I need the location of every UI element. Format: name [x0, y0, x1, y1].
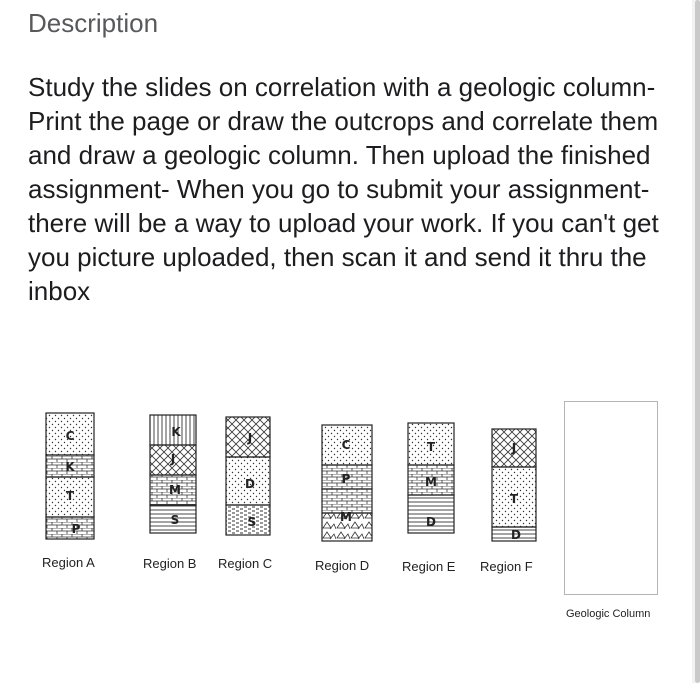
region-d-layer-3: M [340, 510, 352, 524]
region-c-layer-1: J [247, 431, 253, 445]
region-a-layer-3: T [65, 489, 75, 503]
region-f-layer-3: D [511, 528, 521, 542]
region-e-layer-2: M [425, 475, 437, 489]
region-b-layer-4: S [170, 513, 180, 527]
region-b-label: Region B [143, 556, 197, 571]
geologic-column-box [564, 401, 658, 595]
region-f-label: Region F [480, 559, 533, 574]
scrollbar[interactable] [692, 0, 700, 683]
description-text: Study the slides on correlation with a geologic column- Print the page or draw the outcrops and correlate them and draw a geologic column. Then upload the finished assignment- When you go to submit your assignment- there will be a way to upload your work. If you can't get you picture uploaded, then scan it and send it thru the inbox [28, 72, 659, 306]
region-f-layer-1: J [511, 441, 517, 455]
region-e-layer-1: T [426, 440, 436, 454]
region-d-label: Region D [315, 558, 370, 573]
region-d-layer-2: P [341, 472, 351, 486]
region-a-layer-4: P [71, 522, 81, 536]
region-e-label: Region E [402, 559, 456, 574]
region-a-layer-1: C [65, 429, 75, 443]
region-e-layer-3: D [426, 515, 436, 529]
region-a-label: Region A [42, 555, 95, 570]
region-d-layer-1: C [341, 438, 351, 452]
region-f-layer-2: T [509, 492, 519, 506]
region-b-layer-2: J [170, 452, 176, 466]
scrollbar-thumb[interactable] [695, 0, 700, 683]
region-c-label: Region C [218, 556, 273, 571]
region-c-layer-3: S [247, 515, 257, 529]
region-a-layer-2: K [65, 460, 75, 474]
description-heading: Description [28, 8, 159, 38]
region-b-layer-3: M [169, 483, 181, 497]
geologic-column-label: Geologic Column [566, 608, 651, 620]
region-b-layer-1: K [171, 425, 181, 439]
region-c-layer-2: D [245, 477, 255, 491]
